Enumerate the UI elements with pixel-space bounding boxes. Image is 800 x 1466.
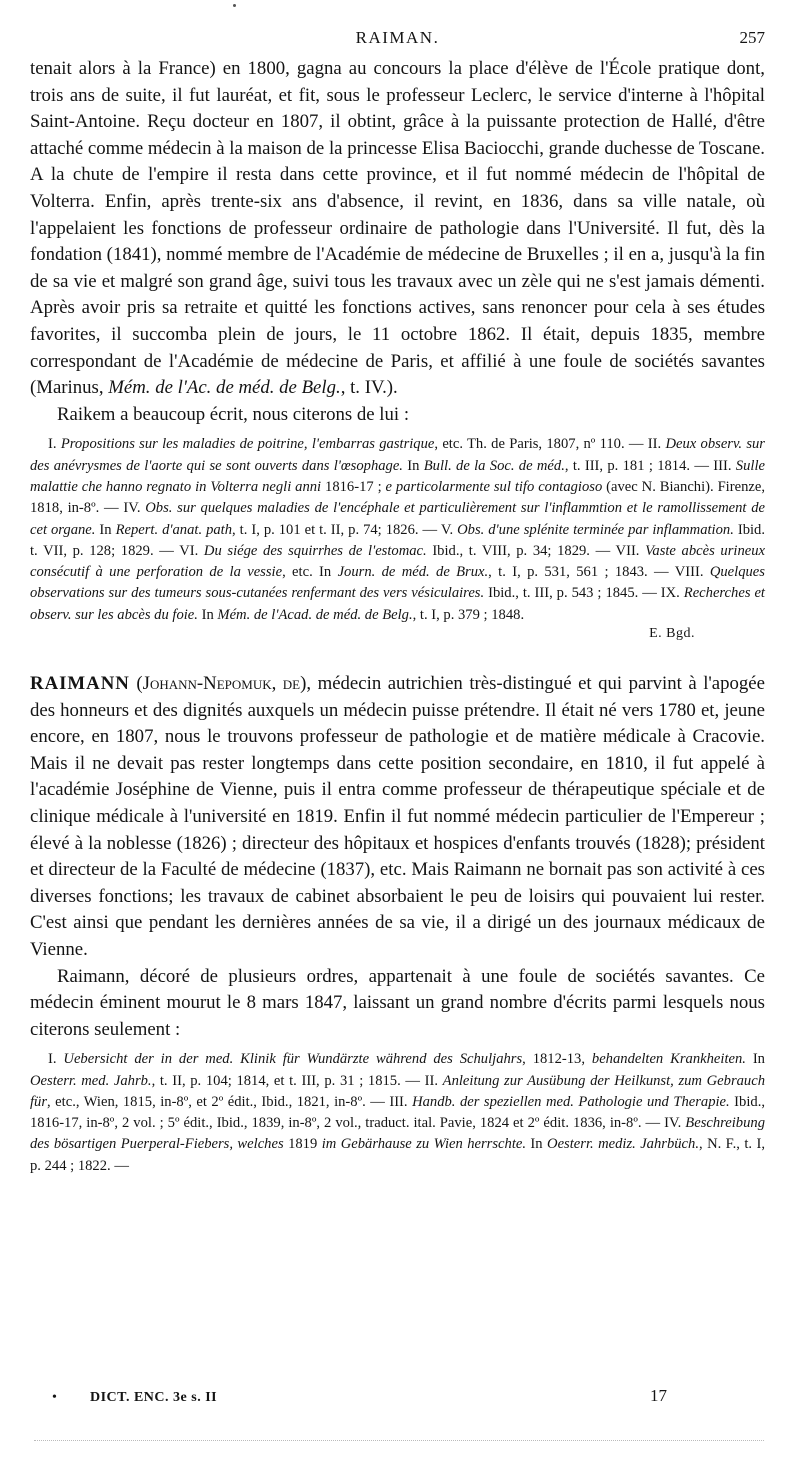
raimann-biblio-7: Anleitung zur Ausübung der Heilkunst, zum Gebrauch für [30,1072,765,1110]
raikem-biblio-7: Sulle malattie che hanno regnato in Volterra negli anni [30,457,765,495]
raimann-biblio-5: Oesterr. med. Jahrb. [30,1072,152,1089]
raimann-biblio-13: im Gebärhause zu Wien herrschte. [321,1136,526,1153]
page [30,28,765,1177]
raikem-biblio-8: 1816-17 ; [321,478,386,495]
bottom-bleed-line [34,1440,764,1441]
raikem-biblio-9: e particolarmente sul tifo contagioso [385,478,603,495]
raimann-forename: (Johann-Nepomuk, de), [136,672,312,694]
raikem-biblio-22: , t. I, p. 531, 561 ; 1843. — VIII. [488,564,710,581]
print-speck [233,4,236,7]
page-footer [30,1386,765,1414]
raimann-biblio-15: Oesterr. mediz. Jahrbüch. [547,1136,699,1153]
raimann-biblio-12: 1819 [283,1136,322,1153]
raimann-biblio-8: , etc., Wien, 1815, in-8º, et 2º édit., Ibid., 1821, in-8º. — III. [47,1093,413,1110]
raikem-biblio-16: Ibid. t. VII, p. 128; 1829. — VI. [30,521,765,559]
raikem-biblio-18: Ibid., t. VIII, p. 34; 1829. — VII. [426,542,646,559]
raikem-biblio-28: , t. I, p. 379 ; 1848. [412,606,525,623]
signature-mark: DICT. ENC. 3e s. II [90,1390,218,1405]
raimann-biblio-6: , t. II, p. 104; 1814, et t. III, p. 31 ; 1815. — II. [151,1072,443,1089]
raikem-biblio-17: Du siége des squirrhes de l'estomac. [203,542,427,559]
raikem-biblio-4: In [402,457,424,474]
raimann-biblio-4: In [745,1051,765,1068]
raikem-source-end: , t. IV.). [340,377,398,399]
footer-dot: • [52,1390,57,1405]
raimann-paragraph-2: Raimann, décoré de plusieurs ordres, appartenait à une foule de sociétés savantes. Ce médecin éminent mourut le 8 mars 1847, laissant un grand nombre d'écrits parmi lesquels nous citerons seulement : [30,965,765,1040]
raikem-biblio-27: Mém. de l'Acad. de méd. de Belg. [217,606,413,623]
raikem-biblio-13: Repert. d'anat. path [115,521,233,538]
raimann-biblio-10: Ibid., 1816-17, in-8º, 2 vol. ; 5º édit., Ibid., 1839, in-8º, 2 vol., traduct. ital. Pavie, 1824 et 2º édit. 1836, in-8º. — IV. [30,1093,765,1132]
raikem-biblio-1: Propositions sur les maladies de poitrine, l'embarras gastrique [60,436,435,453]
raimann-entry [30,671,765,964]
raikem-biblio-2: , etc. Th. de Paris, 1807, nº 110. — II. [434,436,666,453]
raikem-biblio-23: Quelques observations sur des tumeurs sous-cutanées renfermant des vers vésiculaires. [30,564,765,602]
raimann-biblio-3: behandelten Krankheiten. [591,1051,746,1068]
raikem-biblio-15: Obs. d'une splénite terminée par inflammation. [457,521,734,538]
raikem-biblio-0: I. [48,436,61,453]
running-head [30,28,765,50]
raikem-biblio-20: , etc. In [282,564,338,581]
running-title: RAIMAN. [355,28,440,47]
gathering-number: 17 [650,1386,667,1405]
raimann-biblio-11: Beschreibung des bösartigen Puerperal-Fiebers, welches [30,1115,765,1153]
raikem-biblio-25: Recherches et observ. sur les abcès du foie. [30,585,765,623]
raimann-text-1: médecin autrichien très-distingué et qui parvint à l'apogée des honneurs et des dignités auxquels un médecin puisse prétendre. Il était né vers 1780 et, jeune encore, en 1807, nous le trouvons professeur de pathologie et de matière médicale à Cracovie. Mais il ne devait pas rester longtemps dans cette position secondaire, en 1810, il fut appelé à l'académie Joséphine de Vienne, puis il entra comme professeur de thérapeutique spéciale et de clinique médicale à l'université en 1819. Enfin il fut nommé médecin particulier de l'Empereur ; élevé à la noblesse (1826) ; directeur des hôpitaux et hospices d'enfants trouvés (1828); président et directeur de la Faculté de médecine (1837), etc. Mais Raimann ne bornait pas son activité à ces diverses fonctions; les travaux de cabinet absorbaient le peu de loisirs qui pouvaient lui rester. C'est ainsi que pendant les dernières années de sa vie, il a dirigé un des journaux médicaux de Vienne. [30,672,765,960]
raikem-biblio-14: , t. I, p. 101 et t. II, p. 74; 1826. — V. [232,521,458,538]
raikem-text-1: tenait alors à la France) en 1800, gagna au concours la place d'élève de l'École pratique dont, trois ans de suite, il fut lauréat, et fit, sous le professeur Leclerc, le service d'interne à l'hôpital Saint-Antoine. Reçu docteur en 1807, il obtint, grâce à la puissante protection de Hallé, d'être attaché comme médecin à la maison de la princesse Elisa Baciocchi, grande duchesse de Toscane. A la chute de l'empire il resta dans cette province, et il fut nommé médecin de l'hôpital de Volterra. Enfin, après trente-six ans d'absence, il revint, en 1836, dans sa ville natale, où l'appelaient les fonctions de professeur ordinaire de pathologie dans l'Université. Il fut, dès la fondation (1841), nommé membre de l'Académie de médecine de Bruxelles ; il en a, jusqu'à la fin de sa vie et malgré son grand âge, suivi tous les travaux avec un zèle qui ne s'est jamais démenti. Après avoir pris sa retraite et quitté les fonctions actives, sans renoncer pour cela à ses études favorites, il succomba plein de jours, le 11 octobre 1862. Il était, depuis 1835, membre correspondant de l'Académie de médecine de Paris, et affilié à une foule de sociétés savantes (Marinus, [30,58,765,399]
raimann-biblio-9: Handb. der speziellen med. Pathologie und Therapie. [412,1093,730,1110]
raikem-biblio-6: , t. III, p. 181 ; 1814. — III. [564,457,736,474]
raimann-biblio-1: Uebersicht der in der med. Klinik für Wundärzte während des Schuljahrs [63,1051,523,1068]
raimann-headword: RAIMANN [30,672,130,694]
page-number: 257 [739,28,765,47]
author-signature: E. Bgd. [649,625,695,641]
raikem-bibliography [30,434,765,626]
raimann-biblio-0: I. [48,1051,64,1068]
raikem-biblio-19: Vaste abcès urineux consécutif à une perforation de la vessie [30,542,765,581]
raikem-biblio-11: Obs. sur quelques maladies de l'encéphale et particulièrement sur l'inflammtion et le ramollissement de cet organe. [30,500,765,538]
raikem-biblio-5: Bull. de la Soc. de méd. [423,457,565,474]
raimann-biblio-14: In [526,1136,548,1153]
raimann-biblio-16: , N. F., t. I, p. 244 ; 1822. — [30,1136,765,1174]
raimann-biblio-2: , 1812-13, [522,1051,592,1068]
raikem-source-italic: Mém. de l'Ac. de méd. de Belg. [108,377,341,399]
raikem-paragraph-2: Raikem a beaucoup écrit, nous citerons de lui : [57,403,410,425]
raikem-biblio-26: In [197,606,218,623]
raikem-biblio-12: In [95,521,116,538]
raikem-biblio-21: Journ. de méd. de Brux. [337,564,489,581]
raimann-bibliography [30,1049,765,1177]
raikem-biblio-3: Deux observ. sur des anévrysmes de l'aorte qui se sont ouverts dans l'œsophage. [30,436,765,474]
raikem-biblio-10: (avec N. Bianchi). Firenze, 1818, in-8º. — IV. [30,478,765,517]
raikem-biblio-24: Ibid., t. III, p. 543 ; 1845. — IX. [484,585,684,602]
raikem-paragraph-1 [30,56,765,402]
